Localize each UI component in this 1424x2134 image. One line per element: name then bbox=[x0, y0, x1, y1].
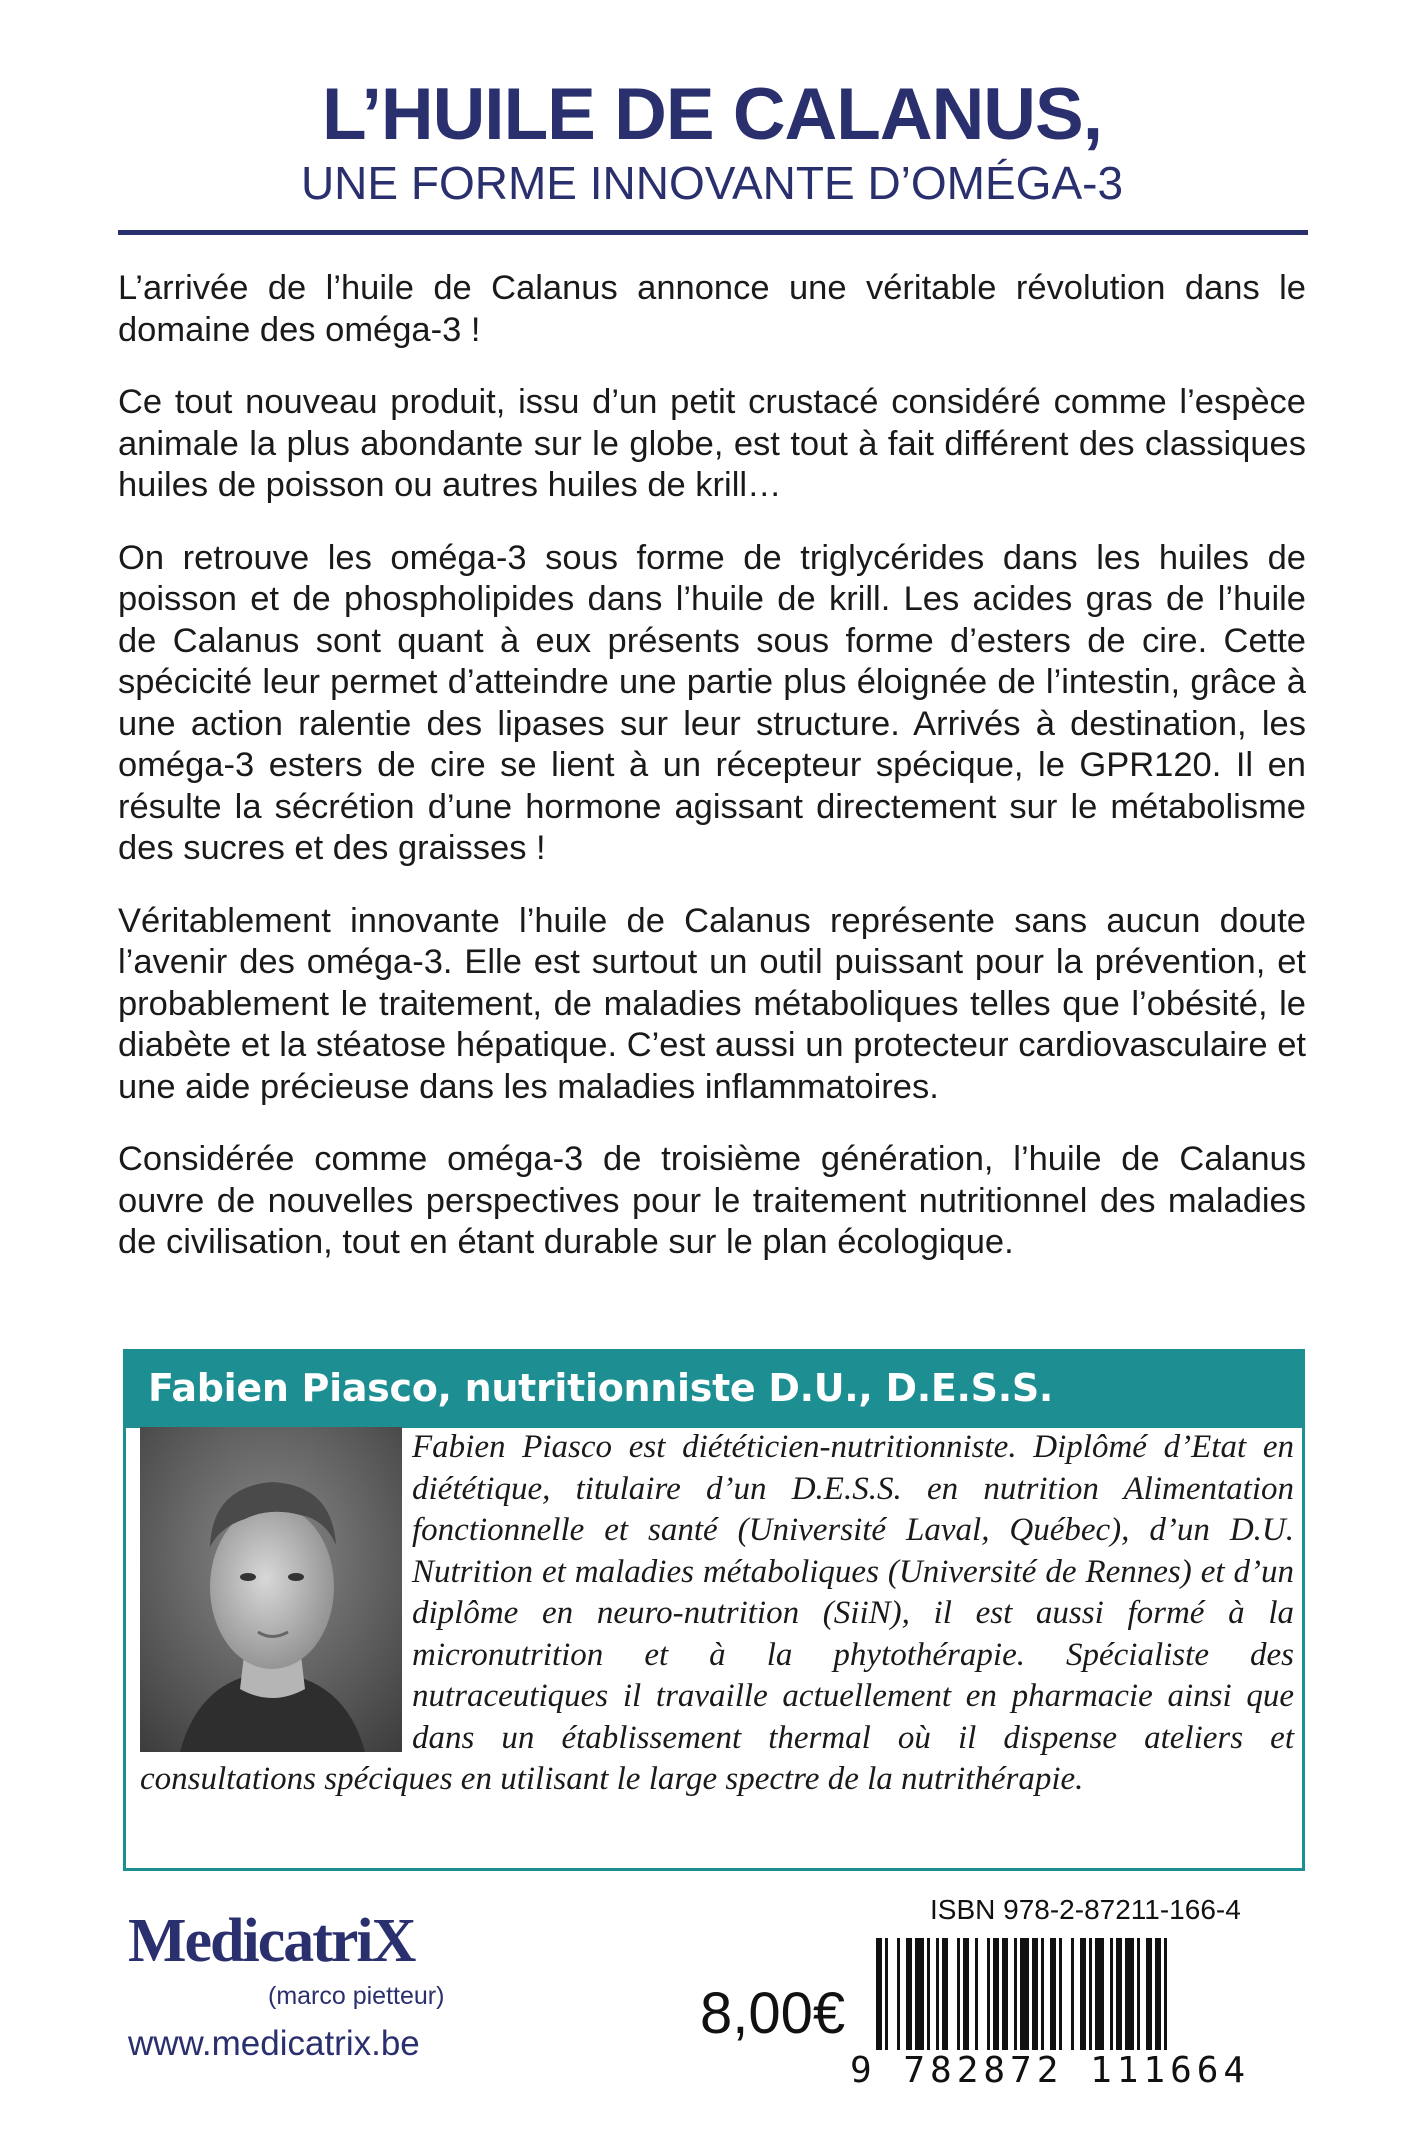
publisher-logo: MedicatriX bbox=[128, 1907, 415, 1975]
title-line-2: UNE FORME INNOVANTE D’OMÉGA-3 bbox=[300, 157, 1124, 209]
publisher-subtitle: (marco pietteur) bbox=[268, 1982, 445, 2010]
isbn: ISBN 978-2-87211-166-4 bbox=[930, 1894, 1241, 1925]
paragraph-2: Ce tout nouveau produit, issu d’un petit crustacé considéré comme l’espèce animale la plus abondante sur le globe, est tout à fait différent des classiques huiles de poisson ou autres huiles de krill… bbox=[118, 383, 1306, 504]
paragraph-4: Véritablement innovante l’huile de Calanus représente sans aucun doute l’avenir des oméga-3. Elle est surtout un outil puissant pour la prévention, et probablement le traitement, de maladies métaboliques telles que l’obésité, le diabète et la stéatose hépatique. C’est aussi un protecteur cardiovasculaire et une aide précieuse dans les maladies inflammatoires. bbox=[118, 901, 1306, 1106]
barcode-digits: 9 782872 111664 bbox=[850, 2050, 1251, 2091]
paragraph-5: Considérée comme oméga-3 de troisième génération, l’huile de Calanus ouvre de nouvelles perspectives pour le traitement nutritionnel des maladies de civilisation, tout en étant durable sur le plan écologique. bbox=[118, 1140, 1306, 1261]
paragraph-3: On retrouve les oméga-3 sous forme de triglycérides dans les huiles de poisson et de phospholipides dans l’huile de krill. Les acides gras de l’huile de Calanus sont quant à eux présents sous forme d’esters de cire. Cette spécicité leur permet d’atteindre une partie plus éloignée de l’intestin, grâce à une action ralentie des lipases sur leur structure. Arrivés à destination, les oméga-3 esters de cire se lient à un récepteur spécique, le GPR120. Il en résulte la sécrétion d’une hormone agissant directement sur le métabolisme des sucres et des graisses ! bbox=[118, 538, 1306, 867]
author-bio-text: Fabien Piasco est diététicien-nutritionniste. Diplômé d’Etat en diététique, titulaire d’un D.E.S.S. en nutrition Alimentation fonctionnelle et santé (Université Laval, Québec), d’un D.U. Nutrition et maladies métaboliques (Université de Rennes) et d’un diplôme en neuro-nutrition (SiiN), il est aussi formé à la micronutrition et à la phytothérapie. Spécialiste des nutraceutiques il travaille actuellement en pharmacie ainsi que dans un établissement thermal où il dispense ateliers et consultations spéciques en utilisant le large spectre de la nutrithérapie. bbox=[140, 1429, 1294, 1797]
description bbox=[118, 268, 1306, 1295]
author-header bbox=[126, 1352, 1302, 1428]
paragraph-1: L’arrivée de l’huile de Calanus annonce une véritable révolution dans le domaine des oméga-3 ! bbox=[118, 269, 1306, 349]
author-name: Fabien Piasco, nutritionniste D.U., D.E.S.S. bbox=[148, 1366, 1054, 1410]
price: 8,00€ bbox=[700, 1981, 846, 2046]
title-divider bbox=[118, 230, 1308, 235]
title-line-1: L’HUILE DE CALANUS, bbox=[322, 74, 1102, 155]
barcode bbox=[876, 1938, 1270, 2050]
publisher-website: www.medicatrix.be bbox=[128, 2024, 420, 2063]
author-bio bbox=[140, 1427, 1294, 1801]
